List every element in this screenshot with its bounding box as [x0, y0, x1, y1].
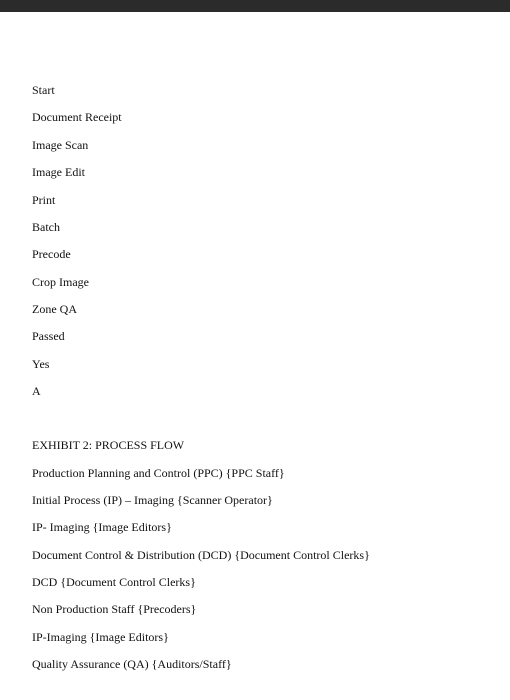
role-ppc: Production Planning and Control (PPC) {PPC Staff} [32, 466, 285, 480]
role-dcd: DCD {Document Control Clerks} [32, 575, 196, 589]
step-document-receipt: Document Receipt [32, 110, 122, 124]
step-yes: Yes [32, 357, 50, 371]
step-passed: Passed [32, 329, 65, 343]
step-image-scan: Image Scan [32, 138, 89, 152]
role-ip-image-editors: IP- Imaging {Image Editors} [32, 520, 172, 534]
top-bar [0, 0, 510, 12]
role-ip-scanner: Initial Process (IP) – Imaging {Scanner Operator} [32, 493, 273, 507]
step-print: Print [32, 193, 56, 207]
exhibit-title: EXHIBIT 2: PROCESS FLOW [32, 438, 185, 452]
step-batch: Batch [32, 220, 60, 234]
step-zone-qa: Zone QA [32, 302, 77, 316]
step-image-edit: Image Edit [32, 165, 85, 179]
step-precode: Precode [32, 247, 71, 261]
step-crop-image: Crop Image [32, 275, 89, 289]
step-start: Start [32, 83, 55, 97]
step-a: A [32, 384, 41, 398]
role-ip-imaging: IP-Imaging {Image Editors} [32, 630, 169, 644]
role-non-production: Non Production Staff {Precoders} [32, 602, 197, 616]
role-dcd-full: Document Control & Distribution (DCD) {Document Control Clerks} [32, 548, 370, 562]
role-qa: Quality Assurance (QA) {Auditors/Staff} [32, 657, 232, 671]
